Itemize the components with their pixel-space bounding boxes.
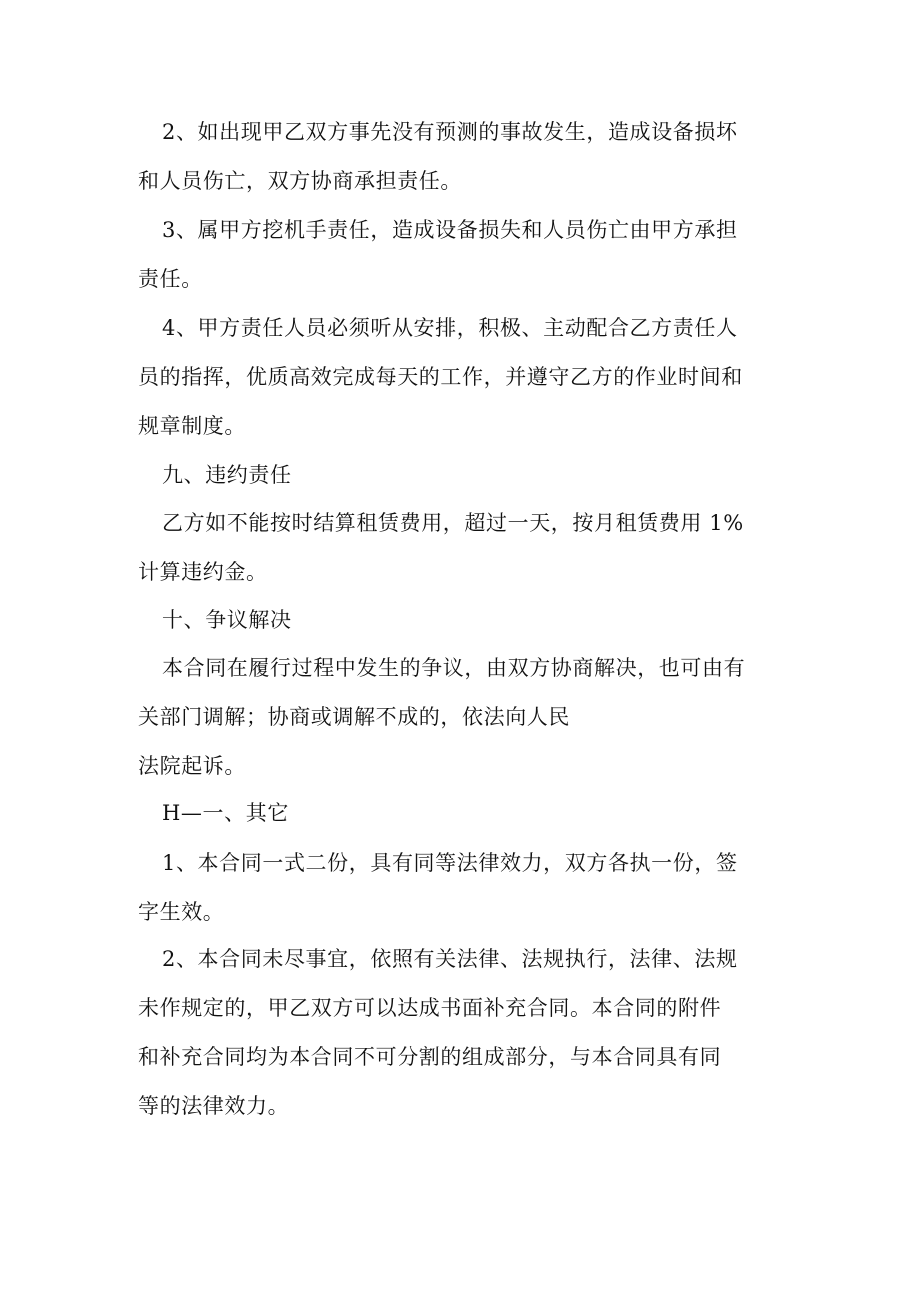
text-line: 2、本合同未尽事宜，依照有关法律、法规执行，法律、法规 bbox=[162, 947, 738, 971]
other-clause-2-paragraph bbox=[138, 935, 748, 1131]
heading-text: H—一、其它 bbox=[162, 801, 289, 825]
text-line: 4、甲方责任人员必须听从安排，积极、主动配合乙方责任人 bbox=[162, 316, 738, 340]
text-line: 2、如出现甲乙双方事先没有预测的事故发生，造成设备损坏 bbox=[162, 120, 738, 144]
text-line: 本合同在履行过程中发生的争议，由双方协商解决，也可由有 bbox=[162, 656, 746, 680]
breach-paragraph bbox=[138, 499, 748, 597]
text-line: 1、本合同一式二份，具有同等法律效力，双方各执一份，签 bbox=[162, 851, 738, 875]
text-line: 3、属甲方挖机手责任，造成设备损失和人员伤亡由甲方承担 bbox=[162, 218, 738, 242]
text-line: 责任。 bbox=[138, 267, 203, 291]
text-line: 计算违约金。 bbox=[138, 560, 268, 584]
text-line: 和补充合同均为本合同不可分割的组成部分，与本合同具有同 bbox=[138, 1045, 722, 1069]
heading-text: 十、争议解决 bbox=[162, 608, 292, 632]
text-line: 未作规定的，甲乙双方可以达成书面补充合同。本合同的附件 bbox=[138, 996, 722, 1020]
section-heading-dispute bbox=[138, 596, 748, 645]
text-line: 等的法律效力。 bbox=[138, 1094, 290, 1118]
text-line: 字生效。 bbox=[138, 900, 225, 924]
text-line: 关部门调解；协商或调解不成的，依法向人民 bbox=[138, 705, 570, 729]
text-line: 乙方如不能按时结算租赁费用，超过一天，按月租赁费用 1% bbox=[162, 511, 744, 535]
clause-3-paragraph bbox=[138, 206, 748, 304]
heading-text: 九、违约责任 bbox=[162, 463, 292, 487]
text-line: 和人员伤亡，双方协商承担责任。 bbox=[138, 169, 462, 193]
section-heading-breach bbox=[138, 451, 748, 500]
other-clause-1-paragraph bbox=[138, 839, 748, 937]
text-line: 法院起诉。 bbox=[138, 754, 246, 778]
text-line: 员的指挥，优质高效完成每天的工作，并遵守乙方的作业时间和 bbox=[138, 365, 743, 389]
clause-4-paragraph bbox=[138, 304, 748, 451]
section-heading-other bbox=[138, 789, 748, 838]
clause-2-paragraph bbox=[138, 108, 748, 206]
text-line: 规章制度。 bbox=[138, 414, 246, 438]
dispute-paragraph bbox=[138, 644, 748, 791]
